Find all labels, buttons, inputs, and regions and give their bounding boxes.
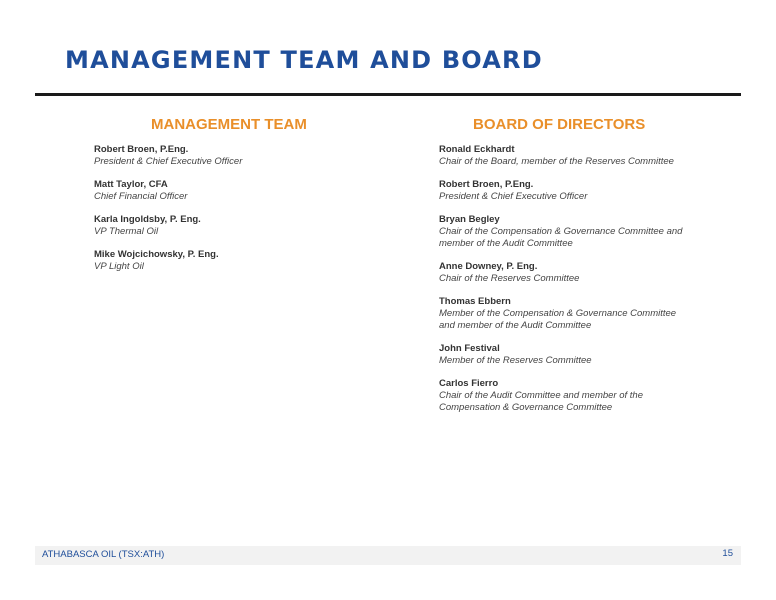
member-name: Robert Broen, P.Eng.	[439, 179, 534, 190]
member-name: John Festival	[439, 343, 500, 354]
footer-bar	[35, 546, 741, 565]
member-role: President & Chief Executive Officer	[439, 191, 588, 202]
member-role: Chief Financial Officer	[94, 191, 188, 202]
title-divider	[35, 93, 741, 96]
board-of-directors-heading: BOARD OF DIRECTORS	[473, 116, 646, 133]
management-team-section	[94, 116, 334, 284]
board-member	[439, 179, 689, 203]
member-name: Bryan Begley	[439, 214, 500, 225]
member-name: Robert Broen, P.Eng.	[94, 144, 189, 155]
member-role: Member of the Compensation & Governance Committee and member of the Audit Committee	[439, 308, 677, 331]
management-member	[94, 214, 334, 238]
board-member	[439, 214, 689, 250]
board-of-directors-section	[439, 116, 689, 425]
member-role: VP Light Oil	[94, 261, 144, 272]
board-member	[439, 261, 689, 285]
board-member	[439, 343, 689, 367]
member-name: Anne Downey, P. Eng.	[439, 261, 538, 272]
management-member	[94, 144, 334, 168]
page-number: 15	[722, 548, 733, 559]
management-member	[94, 179, 334, 203]
management-team-heading: MANAGEMENT TEAM	[151, 116, 307, 133]
board-member	[439, 378, 689, 414]
member-name: Carlos Fierro	[439, 378, 499, 389]
board-member	[439, 144, 689, 168]
member-role: Chair of the Compensation & Governance Committee and member of the Audit Committee	[439, 226, 683, 249]
member-role: Chair of the Audit Committee and member of the Compensation & Governance Committee	[439, 390, 643, 413]
member-name: Thomas Ebbern	[439, 296, 511, 307]
member-role: Member of the Reserves Committee	[439, 355, 592, 366]
management-member	[94, 249, 334, 273]
member-name: Matt Taylor, CFA	[94, 179, 168, 190]
member-name: Ronald Eckhardt	[439, 144, 515, 155]
footer-company-name: ATHABASCA OIL (TSX:ATH)	[42, 549, 165, 560]
member-role: Chair of the Reserves Committee	[439, 273, 580, 284]
member-name: Mike Wojcichowsky, P. Eng.	[94, 249, 219, 260]
board-member	[439, 296, 689, 332]
page-title: MANAGEMENT TEAM AND BOARD	[65, 46, 543, 74]
member-role: President & Chief Executive Officer	[94, 156, 243, 167]
member-name: Karla Ingoldsby, P. Eng.	[94, 214, 201, 225]
member-role: VP Thermal Oil	[94, 226, 159, 237]
member-role: Chair of the Board, member of the Reserves Committee	[439, 156, 674, 167]
